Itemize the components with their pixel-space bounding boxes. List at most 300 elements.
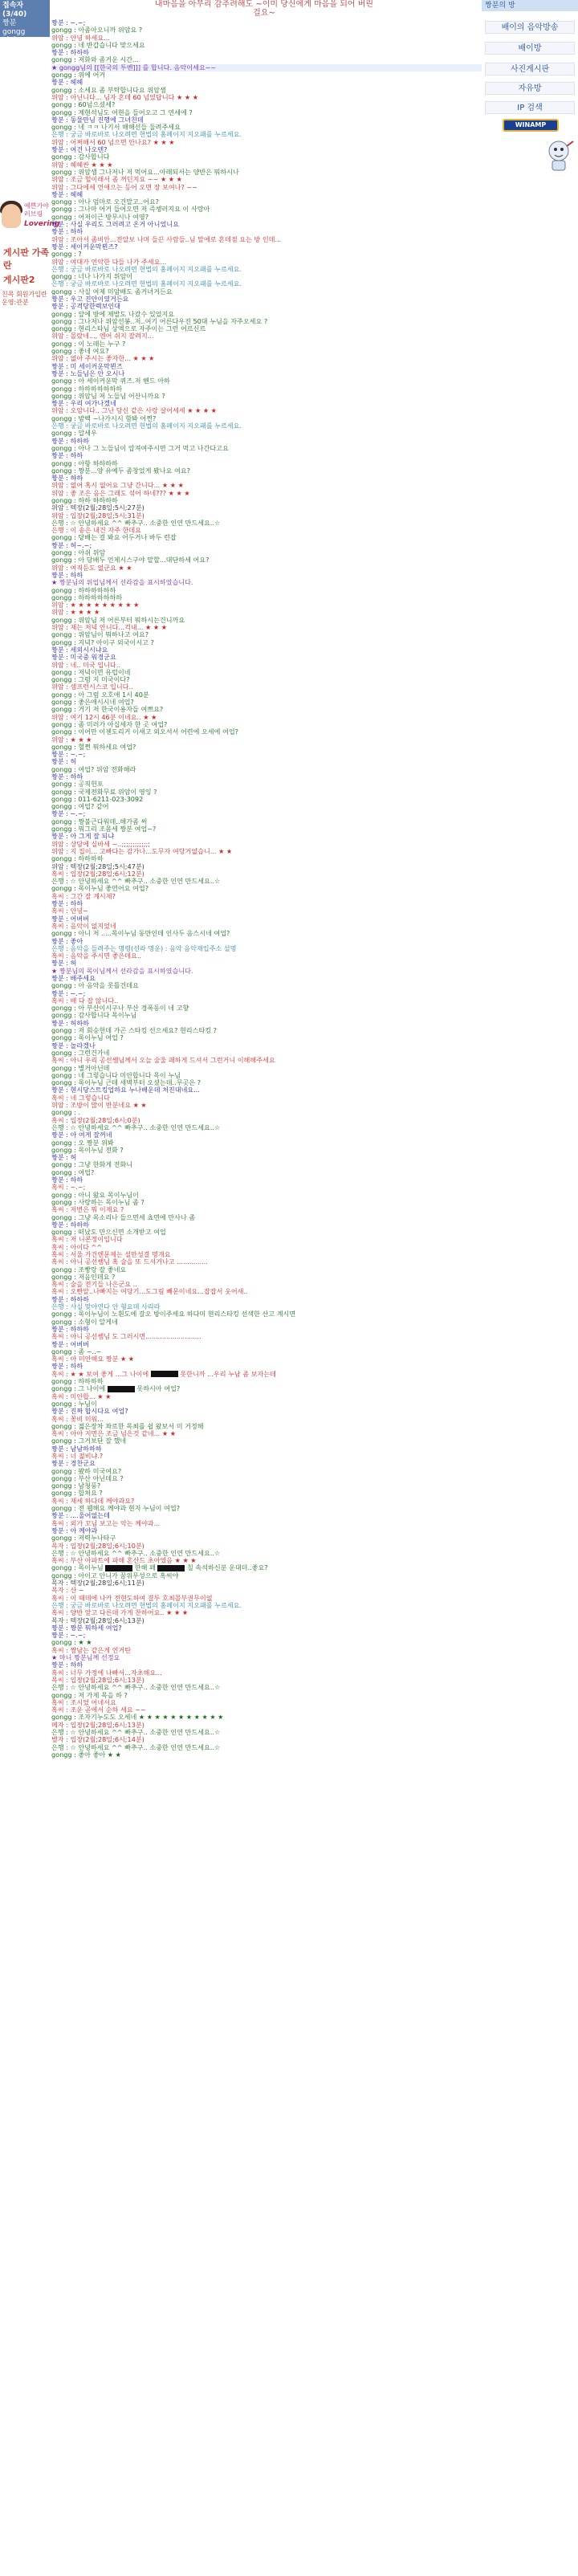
user-list-item[interactable]: 짱분 [2, 19, 17, 27]
chat-line [51, 176, 482, 183]
chat-line-text: gongg : 짱불근다워데..해가좀 써 [51, 817, 148, 825]
chat-line-text: gongg : 당배는 걸 봐요 어두거나 바두 런잡 [51, 534, 177, 542]
chat-line [51, 1288, 482, 1295]
chat-line [51, 1371, 482, 1378]
chat-line [51, 1244, 482, 1251]
chat-line [51, 1251, 482, 1258]
chat-line-text: 짱분 : 우고 진안이였거든요 [51, 295, 129, 303]
chat-line [51, 1736, 482, 1743]
chat-line-text: 위암 : 없아 주시는 좋자한... ★ ★ ★ [51, 355, 155, 363]
chat-line-text: gongg : 부산 아닌데요 ? [51, 1474, 124, 1482]
chat-line [51, 1020, 482, 1027]
chat-line [51, 938, 482, 945]
room-title [51, 0, 477, 18]
chat-line-text: gongg : 뭐그리 조몸세 짱분 여업~? [51, 825, 157, 834]
chat-line-text: gongg : 목이누님 근데 새벽부터 오셨는데..무곳은 ? [51, 1079, 201, 1087]
chat-line [51, 340, 482, 348]
chat-line [51, 259, 482, 266]
chat-line [51, 1385, 482, 1392]
chat-line-text: 위암 : 오암니다.. 그난 당신 같은 사랑 살어세세 ★ ★ ★ ★ [51, 407, 217, 415]
chat-line [51, 153, 482, 161]
chat-line [51, 1154, 482, 1161]
chat-line-text: 혹씨 : 저 니콘정이입니다 [51, 1236, 123, 1244]
chat-line-text: 위암 : 텍장(2월;28일;5시;47분) [51, 862, 144, 870]
chat-line [51, 968, 482, 975]
chat-line-text: gongg : 지녁? 아이구 외국이시고 ? [51, 638, 154, 646]
chat-line-text: 혹씨 : 외가 꼬님 보고는 악는 께야과... [51, 1519, 161, 1527]
chat-line [51, 1639, 482, 1646]
chat-line-text: gongg : 여업? 위암 전화해라 [51, 765, 136, 773]
chat-line-text: 짱분 : 하하하 [51, 1325, 89, 1333]
chat-line [51, 878, 482, 885]
chat-line [51, 445, 482, 452]
chat-line [51, 460, 482, 467]
chat-line [51, 1505, 482, 1512]
chat-line [51, 1258, 482, 1266]
chat-line-text: 위암 : 텍장(2월;28일;5시;27분) [51, 504, 144, 512]
chat-line [51, 1221, 482, 1229]
chat-line [51, 19, 482, 26]
chat-line-text: gongg : 목이누님 여업 ? [51, 1034, 124, 1042]
chat-line [51, 1042, 482, 1050]
chat-line-text: 짱분 : 남남하하하 [51, 1445, 102, 1453]
chat-line [51, 42, 482, 49]
chat-line-text: 짱분 : 아 께야과 [51, 1526, 98, 1535]
chat-line-text: gongg : . [51, 1109, 80, 1117]
chat-line-text: gongg : 하하하하하하 [51, 586, 116, 594]
chat-line [51, 1714, 482, 1721]
chat-line-text: 위암 : 아닌니다... 님자 혼데 60 넘었답니다 ★ ★ ★ [51, 93, 198, 101]
chat-line-text: 혹씨 : 술을 전기들 나은군요 .. [51, 1281, 137, 1289]
chat-line [51, 520, 482, 527]
chat-line [51, 1319, 482, 1326]
chat-line [51, 1094, 482, 1102]
chat-line-text: 짱분 : ~.~; [51, 1632, 86, 1640]
chat-line [51, 556, 482, 564]
chat-line [51, 377, 482, 385]
chat-line [51, 1572, 482, 1579]
chat-line-text: gongg : 좋은애시시네 여업? [51, 699, 134, 707]
chat-line [51, 348, 482, 355]
chat-line [51, 512, 482, 520]
chat-line [51, 139, 482, 146]
chat-line [51, 430, 482, 437]
chat-line [51, 975, 482, 982]
chat-line-text: gongg : 감사합니다 [51, 153, 110, 161]
chat-line [51, 1579, 482, 1587]
chat-line-text: 은행 : 궁금 바로바로 나오려면 헌법의 홈페이지 지오패를 누르세요. [51, 280, 242, 288]
chat-line-text: 위암 : 네.. 미국 입니다.. [51, 661, 120, 669]
chat-line-text: gongg : 네 반갑습니다 맞으세요 [51, 41, 145, 49]
user-list-item[interactable]: 위암 [2, 37, 17, 45]
chat-line [51, 490, 482, 497]
chat-line [51, 1699, 482, 1706]
chat-line [51, 848, 482, 855]
chat-line-text: 은행 : 궁금 바로바로 나오려면 헌법의 홈페이지 지오패를 누르세요. [51, 422, 242, 430]
chat-line-text: ★ 짱분님의 목이님께서 선라감을 표시하였습니다. [51, 967, 193, 975]
chat-line [51, 355, 482, 362]
chat-line-text: gongg : 네 그렇습니다 미안합니다 목이 누님 [51, 1071, 181, 1079]
chat-line-text: 짱분 : 하하하 [51, 437, 89, 445]
chat-line [51, 1677, 482, 1684]
chat-line [51, 1729, 482, 1736]
promo-banner[interactable] [0, 199, 60, 241]
promo-logo: Lovering [24, 220, 60, 228]
chat-line-text: gongg : ★ ★ [51, 1639, 92, 1647]
chat-line [51, 1661, 482, 1669]
chat-line-text: 짱분 : 우리 여가나겠네 [51, 400, 116, 408]
chat-line [51, 101, 482, 108]
chat-line-text: 짱분 : 하하하 [51, 1295, 89, 1303]
chat-line [51, 1557, 482, 1564]
chat-line [51, 825, 482, 833]
chat-line [51, 1527, 482, 1535]
chat-line [51, 1348, 482, 1355]
chat-line-text: gongg : 저력누나타구 [51, 1535, 116, 1543]
chat-line-text: gongg : 아니 왔요 목이누님이 [51, 1191, 139, 1199]
chat-line-text: 짱분 : 진짜 합시다요 여업? [51, 1408, 128, 1416]
chat-line-text: gongg : 하하하하하하하 [51, 593, 123, 601]
chat-line [51, 243, 482, 251]
chat-line [51, 1012, 482, 1019]
chat-line [51, 206, 482, 213]
chat-line [51, 191, 482, 198]
chat-line [51, 1333, 482, 1340]
chat-line [51, 1543, 482, 1550]
chat-line [51, 1751, 482, 1759]
menu-music-broadcast[interactable]: 배이의 음악방송 [485, 21, 575, 34]
chat-line [51, 1050, 482, 1057]
chat-line-text: gongg : 아좀아오니까 위암요 ? [51, 26, 143, 35]
chat-line [51, 116, 482, 124]
chat-line [51, 1669, 482, 1677]
winamp-badge[interactable]: WINAMP [503, 119, 559, 132]
chat-line-text: gongg : 좀 미러가 아십세자 한 곳 여업? [51, 720, 168, 728]
chat-line [51, 49, 482, 56]
chat-line [51, 288, 482, 296]
chat-line [51, 1430, 482, 1437]
chat-line [51, 579, 482, 586]
chat-line-text: 위암 : 조아서 좀비안...전알보 나며 들끈 사람들..님 말에로 혼데점 요는 방 인데... [51, 235, 282, 243]
chat-line [51, 1199, 482, 1206]
chat-line-text: gongg : 남청풍? [51, 1482, 101, 1490]
chat-line-text: gongg : 앞에 방에 제발도 나갔수 있었지요 [51, 310, 175, 318]
chat-line [51, 736, 482, 744]
chat-line [51, 945, 482, 952]
chat-line-text: 혹씨 : 조시었 어네서요 [51, 1698, 116, 1706]
chat-line-text: 혹씨 : 아아 지면은 조금 넘은것 같네... ★ ★ [51, 1430, 177, 1438]
chat-line-text: 위암 : 상담에 실바세 ~..;;;;;;;;;;;;; [51, 840, 150, 848]
chat-line [51, 1550, 482, 1557]
chat-line-text: 혹씨 : ★ ★ 보여 좋게 ...그 나이에 [51, 1370, 151, 1378]
chat-line [51, 1512, 482, 1519]
chat-line-text: gongg : 저녁이면 유럽이네 [51, 668, 131, 676]
chat-line [51, 796, 482, 803]
chat-line-text: gongg : 여업? [51, 1168, 95, 1176]
guest-board-link[interactable]: 게시판 가족란 [3, 247, 49, 271]
chat-line-text: gongg : 목이누님 [51, 1564, 106, 1572]
chat-line-text: gongg : 위암님 저 어른부터 뭐하시는건니까요 [51, 616, 185, 624]
chat-line [51, 1744, 482, 1751]
chat-line-text: 짱분 : 여건 나오텐? [51, 146, 108, 154]
chat-line-text: 한해 꽤 [132, 1564, 158, 1572]
chat-line-text: 위암 : ★ ★ ★ ★ [51, 609, 100, 617]
chat-line [51, 214, 482, 221]
chat-line [51, 1131, 482, 1139]
chat-line [51, 497, 482, 504]
chat-line-text: 짱분 : 세이커운막뵌즈? [51, 243, 118, 251]
chat-line-text: 짱분 : 하하 [51, 1176, 83, 1184]
chat-line-text: 위암 : 조방이 많이 반분네요 ★ ★ [51, 1102, 147, 1110]
chat-line-text: gongg : 그냥 목소리나 들으면세 쵸면에 만사나 좀 [51, 1213, 196, 1221]
chat-line-text: gongg : 젊은장차 좌로한 목최를 쉽 왔보서 미 거정해 [51, 1422, 204, 1430]
chat-line [51, 609, 482, 616]
chat-line [51, 572, 482, 579]
chat-line [51, 311, 482, 318]
chat-line-text: gongg : 그나마 어거 들어오면 저 즉챙러지요 이 사랑아 [51, 206, 210, 214]
chat-line-text: 혹씨 : 꽃비 미워... [51, 1415, 104, 1423]
chat-line [51, 789, 482, 796]
chat-line [51, 662, 482, 669]
chat-line [51, 438, 482, 445]
chat-line-text: gongg : 봤하 미국여요? [51, 1467, 122, 1475]
chat-line [51, 1169, 482, 1176]
chat-line [51, 1192, 482, 1199]
chat-line-text: 짱분 : ~.~; [51, 19, 86, 26]
chat-line-text: gongg : 전 웹해요 께야과 현지 누님이 여업? [51, 1505, 180, 1513]
chat-line-text: 은행 : 이 송은 내건 자주 한데요 [51, 527, 141, 535]
chat-line-text: 목자 : 산 ~ [51, 1587, 84, 1595]
board2-link[interactable]: 게시판2 [3, 275, 35, 285]
chat-line-text: 혹씨 : ~.~; [51, 1184, 86, 1192]
chat-line-text: 짱분 : 하하 [51, 228, 83, 236]
chat-line [51, 721, 482, 728]
chat-line [51, 527, 482, 534]
chat-line-text: gongg : 그나저나 위암선봉..저..여기 어른다우진 50대 누님을 자주오세요 ? [51, 317, 268, 325]
chat-line [51, 1602, 482, 1609]
chat-line-text: gongg : 저음인데요 ? [51, 1273, 116, 1281]
chat-line-text: gongg : 아이고 안니가 꿈위무성으로 혹씨야 [51, 1571, 179, 1579]
menu-ip-search[interactable]: IP 검색 [485, 101, 575, 114]
chat-line [51, 1416, 482, 1423]
chat-line-text: 혹씨 : 서울 가건엔문제는 설만성결 명개요 [51, 1250, 171, 1258]
chat-line-text: gongg : 거기 저 한국이용자들 여쁘요? [51, 706, 164, 714]
chat-line [51, 1684, 482, 1691]
chat-line [51, 393, 482, 400]
chat-line-text: gongg : 아 그럼 오호애 1시 40분 [51, 691, 149, 699]
chat-line [51, 923, 482, 930]
chat-line-text: 짱분 : 하하하 [51, 49, 89, 57]
chat-line [51, 1214, 482, 1221]
chat-line-text: gongg : 그거보단 잘 했네 [51, 1437, 127, 1445]
chat-line-text: 짱분 : ~.~; [51, 810, 86, 818]
chat-line-text: 짱분 : 하하 [51, 475, 83, 483]
chat-line [51, 1647, 482, 1654]
chat-line-text: 짱분 : 경찬군요 [51, 1460, 96, 1468]
chat-line-text: gongg : 감사합니다 목이누님 [51, 1012, 137, 1020]
menu-free-room[interactable]: 자유방 [485, 82, 575, 95]
chat-line-text: 짱분 : 허 [51, 1154, 77, 1162]
chat-line [51, 161, 482, 169]
chat-line [51, 841, 482, 848]
chat-line [51, 26, 482, 34]
chat-line-text: gongg : 아쉬 위암 [51, 549, 106, 557]
chat-line [51, 1632, 482, 1639]
menu-room[interactable]: 배이방 [485, 42, 575, 55]
chat-line [51, 1109, 482, 1116]
chat-line [51, 370, 482, 377]
chat-line-text: gongg : 하하하하하하하 [51, 385, 123, 393]
chat-line-text: 위암 : 입장(2월;28일;5시;31분) [51, 512, 144, 520]
chat-line-text: 혹씨 : 안녕~ [51, 907, 88, 915]
chat-line-text: 목자 : 텍장(2월;28일;6시;11분) [51, 1579, 144, 1588]
chat-line [51, 131, 482, 138]
chat-line-text: 은행 : ☆ 안녕하세요 ^^ 빠추구.. 소중한 인연 만드세요..☆ [51, 1549, 221, 1557]
chat-line-text: 짱분 : 하하하 [51, 1221, 89, 1229]
chat-line [51, 475, 482, 482]
chat-line-text: ★ 마니 짱분님께 선정요 [51, 1654, 120, 1662]
chat-line-text: 혹씨 : 입장(2월;28일;6시;12분) [51, 870, 144, 878]
room-title-line: 걸요~ [253, 9, 275, 18]
chat-line [51, 422, 482, 430]
chat-line [51, 407, 482, 414]
chat-line [51, 56, 482, 63]
friend-signup-link[interactable] [2, 291, 48, 307]
chat-line-text: gongg : 밤백 ~나가시시 함봐 어찐? [51, 414, 157, 422]
chat-line [51, 810, 482, 817]
chat-line [51, 94, 482, 101]
chat-line [51, 960, 482, 967]
chat-line-text: 못한니까 ...우리 누남 좀 보자는데 [177, 1370, 276, 1378]
chat-line [51, 751, 482, 758]
chat-line [51, 504, 482, 512]
chat-line [51, 691, 482, 699]
chat-line [51, 893, 482, 900]
chat-line-text: 목자 : 입장(2월;28일;6시;10분) [51, 1542, 144, 1550]
chat-line-text: gongg : 사랑하는 목이누님 좀 ? [51, 1198, 144, 1206]
chat-line-text: 짱분 : 좋아 [51, 937, 83, 945]
chat-line-text: gongg : 조자기누도도 오세네 ★ ★ ★ ★ ★ ★ ★ ★ ★ ★ ★ [51, 1714, 224, 1722]
chat-line-text: gongg : 목이누님 좋연어요 여업? [51, 885, 149, 893]
chat-line-text: 혹씨 : 아니 공선쌤님 혹 술을 또 드셔거나고 ............... [51, 1258, 208, 1266]
chat-line-text: 짱분 : 어버버 [51, 1340, 89, 1348]
chat-line-text: gongg : 아 세이커운막 퀴즈.저 핸드 아하 [51, 377, 170, 385]
menu-photo-board[interactable]: 사진게시판 [485, 63, 575, 75]
chat-line-text: 짱분 : 하하 [51, 452, 83, 460]
chat-line-text: gongg : 60넘으셨세? [51, 101, 116, 109]
chat-line-text: gongg : 네 ㅋㅋ 나기서 해해선들 둘려주세요 [51, 124, 181, 132]
chat-line-text: 칠 속석하신분 운대더..좋요? [185, 1564, 268, 1572]
chat-line [51, 1460, 482, 1467]
chat-line-text: 혹씨 : 배 다 잡 않니다.. [51, 997, 119, 1005]
chat-line [51, 79, 482, 86]
chat-line-text: 위암 : 여직듣도 없군요 ★ ★ [51, 564, 132, 572]
chat-line-text: 혹씨 : 입장(2월;28일;6시;0분) [51, 1116, 140, 1124]
chat-line [51, 1363, 482, 1370]
chat-line-text: 위암 : 여기 12시 46분 이네요.. ★ ★ [51, 713, 157, 721]
chat-line [51, 71, 482, 79]
chat-line [51, 855, 482, 862]
chat-line [51, 1475, 482, 1482]
chat-line [51, 146, 482, 153]
chat-line-text: 짱분 : 하하 [51, 1363, 83, 1371]
chat-line [51, 184, 482, 191]
chat-line-text: gongg : 저화와 좀거운 시간... [51, 56, 139, 64]
chat-line [51, 587, 482, 594]
chat-line [51, 1206, 482, 1213]
redacted-block [157, 1565, 185, 1571]
chat-line-text: gongg : 소세요 좀 부탁합니다요 위암샘 [51, 86, 166, 94]
chat-line-text: 혹씨 : 재세 하다데 께야과요? [51, 1497, 135, 1505]
chat-line [51, 1310, 482, 1318]
chat-line-text: gongg : 아니 저 .....목이누님 동만인데 인사두 음스시네 여업? [51, 930, 230, 938]
user-list-item[interactable]: gongg [2, 28, 26, 36]
chat-line-text: 짱분 : 현시당스트킹업하요 누나배운데 처진대네요... [51, 1086, 200, 1094]
chat-line [51, 1065, 482, 1072]
chat-line [51, 1654, 482, 1661]
chat-line-text: gongg : ? [51, 251, 82, 259]
cartoon-clipart-icon [544, 137, 576, 173]
chat-line [51, 1437, 482, 1445]
chat-line [51, 1079, 482, 1086]
chat-line-text: 짱분 : 노들님은 안 오시나 [51, 369, 125, 377]
chat-line-text: 짱분 : 헤헤 [51, 79, 83, 87]
chat-line [51, 1139, 482, 1147]
chat-line-text: 위암 : 재는 저녁 안니다...걱내... ★ ★ ★ [51, 624, 167, 632]
user-list-header [0, 0, 50, 45]
chat-line [51, 1393, 482, 1400]
redacted-block [151, 1371, 178, 1377]
chat-line [51, 1617, 482, 1624]
chat-line [51, 728, 482, 736]
chat-line [51, 654, 482, 661]
chat-line [51, 833, 482, 840]
chat-line-text: 짱분 : 배주세요 [51, 975, 96, 982]
chat-line-text: 혹씨 : 그간 잘 계시제? [51, 892, 116, 900]
chat-line-text: 위암 : ★ ★ ★ ★ ★ ★ ★ ★ ★ [51, 601, 140, 609]
chat-line-text: 은행 : 사실 맞아연다 안 형요데 사리라 [51, 1303, 161, 1311]
chat-line [51, 1722, 482, 1729]
chat-line [51, 1117, 482, 1124]
chat-line [51, 35, 482, 42]
chat-line-text: gongg : 현리스타님 상엑으로 자주이는 그런 어르신르 [51, 325, 206, 333]
chat-line [51, 565, 482, 572]
chat-line-text: 짱분 : ....울어없는데 [51, 1512, 110, 1520]
chat-line [51, 266, 482, 273]
chat-line-text: gongg : 좋아 좋아 ★ ★ [51, 1751, 121, 1759]
chat-line [51, 773, 482, 781]
chat-line-text: 혹씨 : 아니 우리 공선쌤님께서 오늘 술울 괘하게 드셔서 그런거니 이해해주세요 [51, 1057, 275, 1065]
chat-line [51, 930, 482, 937]
chat-line [51, 109, 482, 116]
chat-line-text: gongg : 아나 엄마로 오건말고..어요? [51, 198, 159, 206]
chat-line-text: gongg : 이어만 이젠도리거 이새고 외오셔서 어련에 오세에 여업? [51, 728, 238, 736]
chat-line [51, 1498, 482, 1505]
chat-line-text: 위암 : 헤헤싼 ★ ★ ★ [51, 161, 113, 169]
chat-line [51, 1274, 482, 1281]
chat-line [51, 699, 482, 706]
chat-line-text: ★ gongg님의 [[한국의 투벤]]] 를 합니다. 음악이세요~~ [51, 63, 217, 71]
chat-line-text: 짱분 : 미 세이커운막뵌즈 [51, 362, 123, 370]
left-panel [0, 0, 60, 2576]
chat-line-text: 위암 : 샘프런시스코 입니다.. [51, 683, 133, 691]
chat-line-text: gongg : 저 회승헌데 가곤 스타킹 선으세요? 현리스타킹 ? [51, 1027, 217, 1035]
chat-line [51, 318, 482, 325]
chat-line-text: gongg : 하하 하하하하 [51, 497, 118, 504]
chat-line [51, 1057, 482, 1064]
chat-line [51, 1490, 482, 1497]
chat-line [51, 228, 482, 235]
